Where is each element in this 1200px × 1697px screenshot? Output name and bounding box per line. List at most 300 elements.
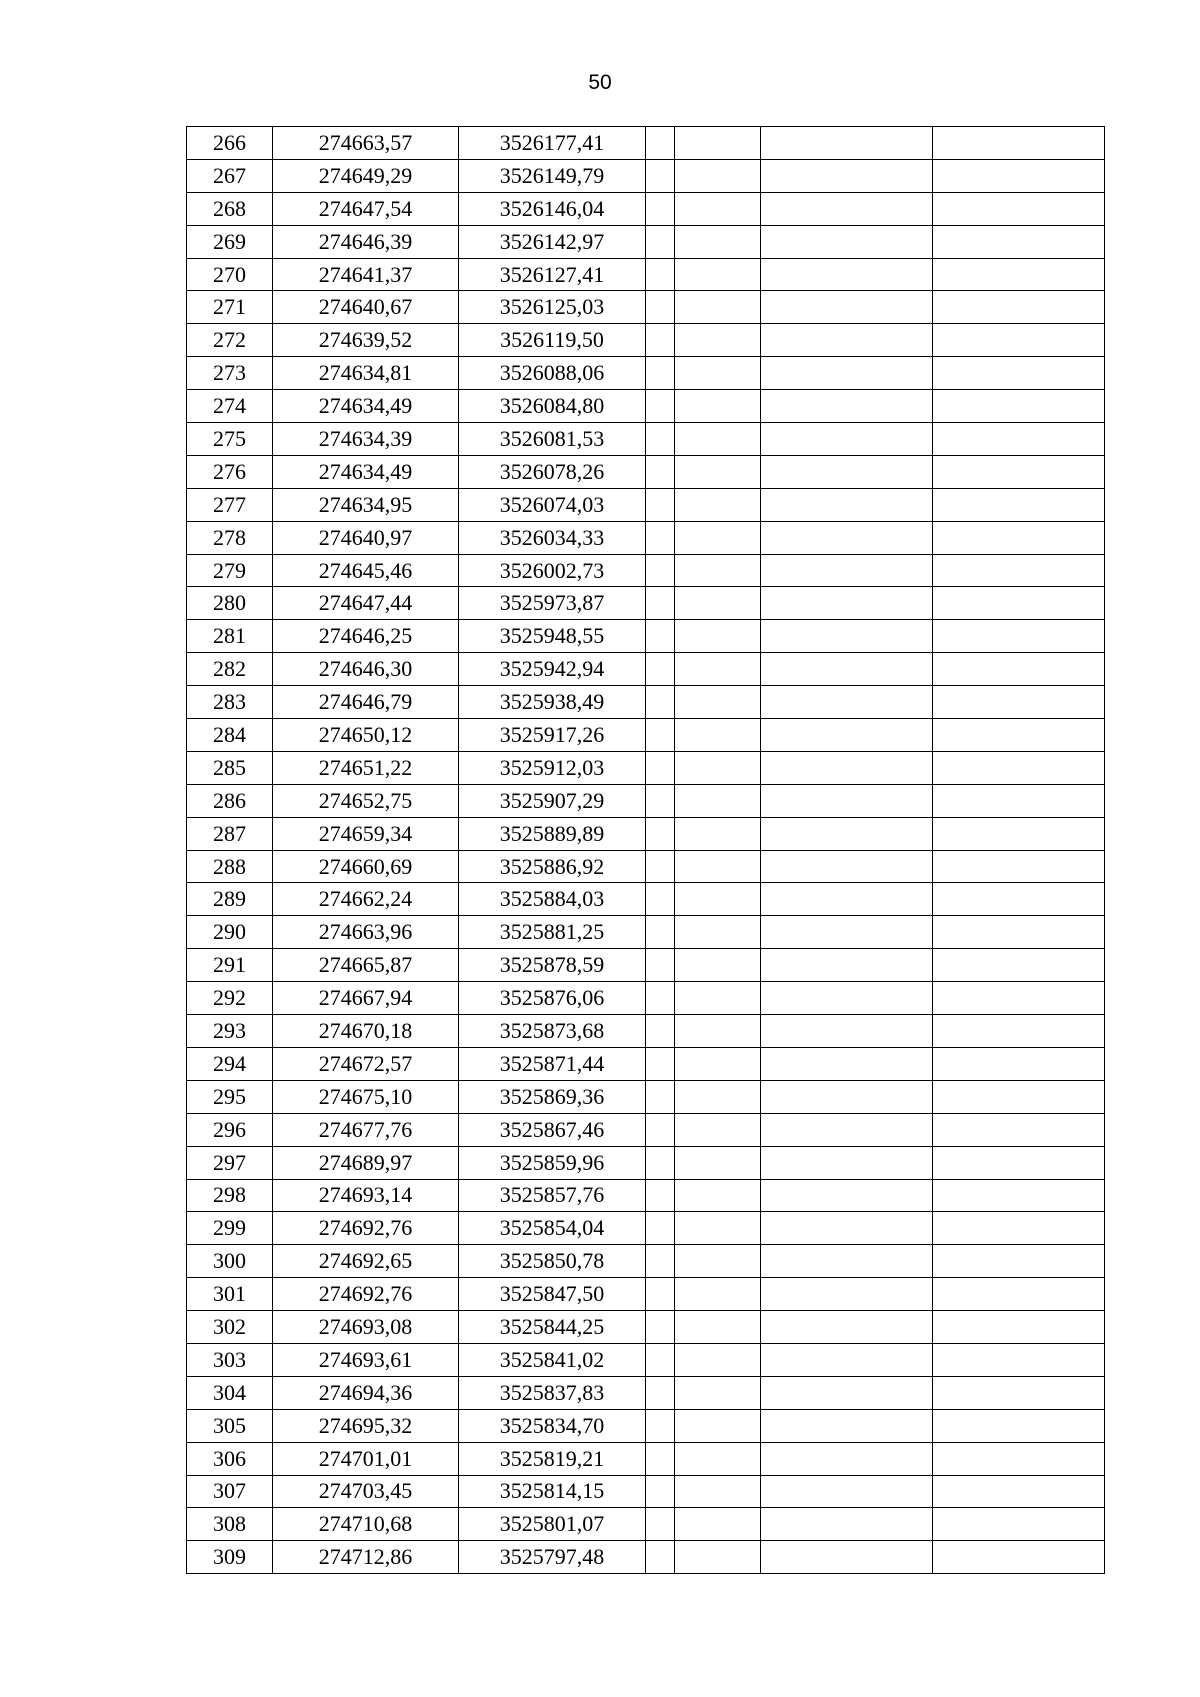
point-number-cell: 287 xyxy=(187,817,273,850)
empty-cell xyxy=(761,324,933,357)
empty-cell xyxy=(675,1080,761,1113)
y-coordinate-cell: 3526002,73 xyxy=(459,554,646,587)
empty-cell xyxy=(646,1179,675,1212)
y-coordinate-cell: 3525889,89 xyxy=(459,817,646,850)
empty-cell xyxy=(933,620,1105,653)
empty-cell xyxy=(933,1541,1105,1574)
x-coordinate-cell: 274677,76 xyxy=(273,1113,459,1146)
point-number-cell: 291 xyxy=(187,949,273,982)
point-number-cell: 273 xyxy=(187,357,273,390)
table-row xyxy=(187,949,1105,982)
table-row xyxy=(187,1080,1105,1113)
empty-cell xyxy=(646,719,675,752)
empty-cell xyxy=(675,653,761,686)
x-coordinate-cell: 274634,49 xyxy=(273,390,459,423)
empty-cell xyxy=(646,784,675,817)
empty-cell xyxy=(675,751,761,784)
point-number-cell: 300 xyxy=(187,1245,273,1278)
y-coordinate-cell: 3525873,68 xyxy=(459,1015,646,1048)
empty-cell xyxy=(761,719,933,752)
x-coordinate-cell: 274645,46 xyxy=(273,554,459,587)
coordinates-table-body xyxy=(187,127,1105,1574)
empty-cell xyxy=(675,1508,761,1541)
empty-cell xyxy=(761,521,933,554)
table-row xyxy=(187,1343,1105,1376)
table-row xyxy=(187,258,1105,291)
empty-cell xyxy=(933,1146,1105,1179)
empty-cell xyxy=(675,1475,761,1508)
x-coordinate-cell: 274693,08 xyxy=(273,1311,459,1344)
empty-cell xyxy=(675,686,761,719)
empty-cell xyxy=(933,488,1105,521)
x-coordinate-cell: 274647,54 xyxy=(273,192,459,225)
empty-cell xyxy=(761,883,933,916)
empty-cell xyxy=(646,258,675,291)
empty-cell xyxy=(646,488,675,521)
y-coordinate-cell: 3525878,59 xyxy=(459,949,646,982)
empty-cell xyxy=(933,1343,1105,1376)
empty-cell xyxy=(761,982,933,1015)
empty-cell xyxy=(933,521,1105,554)
x-coordinate-cell: 274694,36 xyxy=(273,1376,459,1409)
empty-cell xyxy=(675,1015,761,1048)
x-coordinate-cell: 274675,10 xyxy=(273,1080,459,1113)
empty-cell xyxy=(646,817,675,850)
table-row xyxy=(187,620,1105,653)
point-number-cell: 306 xyxy=(187,1442,273,1475)
empty-cell xyxy=(675,949,761,982)
x-coordinate-cell: 274634,81 xyxy=(273,357,459,390)
empty-cell xyxy=(933,554,1105,587)
point-number-cell: 307 xyxy=(187,1475,273,1508)
empty-cell xyxy=(933,686,1105,719)
x-coordinate-cell: 274672,57 xyxy=(273,1047,459,1080)
empty-cell xyxy=(646,357,675,390)
empty-cell xyxy=(761,1343,933,1376)
empty-cell xyxy=(646,686,675,719)
table-row xyxy=(187,1113,1105,1146)
empty-cell xyxy=(933,883,1105,916)
y-coordinate-cell: 3526088,06 xyxy=(459,357,646,390)
empty-cell xyxy=(933,653,1105,686)
empty-cell xyxy=(933,324,1105,357)
y-coordinate-cell: 3525973,87 xyxy=(459,587,646,620)
y-coordinate-cell: 3526034,33 xyxy=(459,521,646,554)
empty-cell xyxy=(761,127,933,160)
empty-cell xyxy=(761,1047,933,1080)
table-row xyxy=(187,916,1105,949)
x-coordinate-cell: 274665,87 xyxy=(273,949,459,982)
point-number-cell: 285 xyxy=(187,751,273,784)
empty-cell xyxy=(933,916,1105,949)
point-number-cell: 298 xyxy=(187,1179,273,1212)
empty-cell xyxy=(761,784,933,817)
empty-cell xyxy=(675,1179,761,1212)
table-row xyxy=(187,455,1105,488)
empty-cell xyxy=(675,357,761,390)
point-number-cell: 301 xyxy=(187,1278,273,1311)
empty-cell xyxy=(761,817,933,850)
table-row xyxy=(187,1179,1105,1212)
table-row xyxy=(187,784,1105,817)
x-coordinate-cell: 274640,67 xyxy=(273,291,459,324)
empty-cell xyxy=(675,225,761,258)
y-coordinate-cell: 3525837,83 xyxy=(459,1376,646,1409)
table-row xyxy=(187,521,1105,554)
empty-cell xyxy=(933,1278,1105,1311)
empty-cell xyxy=(646,1343,675,1376)
y-coordinate-cell: 3526146,04 xyxy=(459,192,646,225)
empty-cell xyxy=(675,1113,761,1146)
x-coordinate-cell: 274639,52 xyxy=(273,324,459,357)
empty-cell xyxy=(675,982,761,1015)
empty-cell xyxy=(761,1015,933,1048)
table-row xyxy=(187,653,1105,686)
empty-cell xyxy=(761,916,933,949)
empty-cell xyxy=(646,1113,675,1146)
point-number-cell: 297 xyxy=(187,1146,273,1179)
x-coordinate-cell: 274634,95 xyxy=(273,488,459,521)
empty-cell xyxy=(933,1212,1105,1245)
empty-cell xyxy=(675,1245,761,1278)
empty-cell xyxy=(646,225,675,258)
empty-cell xyxy=(933,982,1105,1015)
x-coordinate-cell: 274646,39 xyxy=(273,225,459,258)
y-coordinate-cell: 3526149,79 xyxy=(459,159,646,192)
y-coordinate-cell: 3525912,03 xyxy=(459,751,646,784)
empty-cell xyxy=(675,916,761,949)
table-row xyxy=(187,1047,1105,1080)
empty-cell xyxy=(646,521,675,554)
point-number-cell: 296 xyxy=(187,1113,273,1146)
y-coordinate-cell: 3526084,80 xyxy=(459,390,646,423)
y-coordinate-cell: 3525801,07 xyxy=(459,1508,646,1541)
y-coordinate-cell: 3525942,94 xyxy=(459,653,646,686)
y-coordinate-cell: 3525869,36 xyxy=(459,1080,646,1113)
x-coordinate-cell: 274703,45 xyxy=(273,1475,459,1508)
empty-cell xyxy=(646,850,675,883)
x-coordinate-cell: 274701,01 xyxy=(273,1442,459,1475)
empty-cell xyxy=(646,455,675,488)
empty-cell xyxy=(646,1080,675,1113)
empty-cell xyxy=(761,1541,933,1574)
x-coordinate-cell: 274634,49 xyxy=(273,455,459,488)
x-coordinate-cell: 274647,44 xyxy=(273,587,459,620)
table-row xyxy=(187,982,1105,1015)
empty-cell xyxy=(761,751,933,784)
empty-cell xyxy=(761,1245,933,1278)
table-row xyxy=(187,1376,1105,1409)
empty-cell xyxy=(646,587,675,620)
table-row xyxy=(187,587,1105,620)
empty-cell xyxy=(761,1508,933,1541)
empty-cell xyxy=(933,784,1105,817)
empty-cell xyxy=(675,1343,761,1376)
table-row xyxy=(187,817,1105,850)
point-number-cell: 275 xyxy=(187,423,273,456)
empty-cell xyxy=(646,390,675,423)
table-row xyxy=(187,225,1105,258)
point-number-cell: 302 xyxy=(187,1311,273,1344)
empty-cell xyxy=(675,554,761,587)
empty-cell xyxy=(933,1245,1105,1278)
empty-cell xyxy=(761,554,933,587)
point-number-cell: 305 xyxy=(187,1409,273,1442)
y-coordinate-cell: 3525814,15 xyxy=(459,1475,646,1508)
y-coordinate-cell: 3525857,76 xyxy=(459,1179,646,1212)
empty-cell xyxy=(675,587,761,620)
empty-cell xyxy=(646,1245,675,1278)
empty-cell xyxy=(761,225,933,258)
y-coordinate-cell: 3526125,03 xyxy=(459,291,646,324)
table-row xyxy=(187,488,1105,521)
y-coordinate-cell: 3525871,44 xyxy=(459,1047,646,1080)
empty-cell xyxy=(761,1212,933,1245)
table-row xyxy=(187,1409,1105,1442)
table-row xyxy=(187,159,1105,192)
y-coordinate-cell: 3525841,02 xyxy=(459,1343,646,1376)
y-coordinate-cell: 3526127,41 xyxy=(459,258,646,291)
empty-cell xyxy=(761,488,933,521)
empty-cell xyxy=(646,751,675,784)
x-coordinate-cell: 274641,37 xyxy=(273,258,459,291)
empty-cell xyxy=(646,423,675,456)
y-coordinate-cell: 3525881,25 xyxy=(459,916,646,949)
point-number-cell: 308 xyxy=(187,1508,273,1541)
empty-cell xyxy=(646,291,675,324)
empty-cell xyxy=(646,324,675,357)
empty-cell xyxy=(761,686,933,719)
x-coordinate-cell: 274646,30 xyxy=(273,653,459,686)
empty-cell xyxy=(646,1146,675,1179)
empty-cell xyxy=(646,1212,675,1245)
x-coordinate-cell: 274646,25 xyxy=(273,620,459,653)
empty-cell xyxy=(933,1508,1105,1541)
empty-cell xyxy=(675,883,761,916)
empty-cell xyxy=(933,258,1105,291)
empty-cell xyxy=(761,587,933,620)
empty-cell xyxy=(933,1113,1105,1146)
empty-cell xyxy=(646,653,675,686)
point-number-cell: 267 xyxy=(187,159,273,192)
empty-cell xyxy=(933,127,1105,160)
empty-cell xyxy=(675,455,761,488)
empty-cell xyxy=(933,1080,1105,1113)
point-number-cell: 270 xyxy=(187,258,273,291)
empty-cell xyxy=(675,488,761,521)
point-number-cell: 282 xyxy=(187,653,273,686)
empty-cell xyxy=(675,423,761,456)
point-number-cell: 309 xyxy=(187,1541,273,1574)
empty-cell xyxy=(646,1376,675,1409)
x-coordinate-cell: 274663,57 xyxy=(273,127,459,160)
empty-cell xyxy=(761,1409,933,1442)
empty-cell xyxy=(646,1508,675,1541)
empty-cell xyxy=(646,1442,675,1475)
point-number-cell: 266 xyxy=(187,127,273,160)
empty-cell xyxy=(761,1311,933,1344)
empty-cell xyxy=(675,1212,761,1245)
empty-cell xyxy=(675,258,761,291)
empty-cell xyxy=(761,1376,933,1409)
y-coordinate-cell: 3526177,41 xyxy=(459,127,646,160)
point-number-cell: 278 xyxy=(187,521,273,554)
x-coordinate-cell: 274692,76 xyxy=(273,1212,459,1245)
table-row xyxy=(187,850,1105,883)
x-coordinate-cell: 274693,14 xyxy=(273,1179,459,1212)
empty-cell xyxy=(761,357,933,390)
point-number-cell: 269 xyxy=(187,225,273,258)
empty-cell xyxy=(933,1376,1105,1409)
empty-cell xyxy=(761,1442,933,1475)
y-coordinate-cell: 3525797,48 xyxy=(459,1541,646,1574)
empty-cell xyxy=(646,1409,675,1442)
empty-cell xyxy=(675,1442,761,1475)
empty-cell xyxy=(761,455,933,488)
table-row xyxy=(187,751,1105,784)
empty-cell xyxy=(933,719,1105,752)
table-row xyxy=(187,127,1105,160)
y-coordinate-cell: 3525876,06 xyxy=(459,982,646,1015)
empty-cell xyxy=(675,390,761,423)
empty-cell xyxy=(933,1047,1105,1080)
x-coordinate-cell: 274649,29 xyxy=(273,159,459,192)
empty-cell xyxy=(761,1113,933,1146)
empty-cell xyxy=(646,1278,675,1311)
empty-cell xyxy=(761,423,933,456)
table-row xyxy=(187,883,1105,916)
x-coordinate-cell: 274634,39 xyxy=(273,423,459,456)
point-number-cell: 293 xyxy=(187,1015,273,1048)
empty-cell xyxy=(675,1146,761,1179)
y-coordinate-cell: 3525850,78 xyxy=(459,1245,646,1278)
x-coordinate-cell: 274670,18 xyxy=(273,1015,459,1048)
x-coordinate-cell: 274693,61 xyxy=(273,1343,459,1376)
x-coordinate-cell: 274710,68 xyxy=(273,1508,459,1541)
empty-cell xyxy=(761,159,933,192)
empty-cell xyxy=(933,225,1105,258)
empty-cell xyxy=(761,258,933,291)
y-coordinate-cell: 3525917,26 xyxy=(459,719,646,752)
table-row xyxy=(187,1508,1105,1541)
x-coordinate-cell: 274692,76 xyxy=(273,1278,459,1311)
x-coordinate-cell: 274662,24 xyxy=(273,883,459,916)
empty-cell xyxy=(761,390,933,423)
y-coordinate-cell: 3526078,26 xyxy=(459,455,646,488)
empty-cell xyxy=(933,1442,1105,1475)
table-row xyxy=(187,1245,1105,1278)
empty-cell xyxy=(646,620,675,653)
empty-cell xyxy=(646,949,675,982)
table-row xyxy=(187,390,1105,423)
point-number-cell: 279 xyxy=(187,554,273,587)
y-coordinate-cell: 3525938,49 xyxy=(459,686,646,719)
empty-cell xyxy=(933,817,1105,850)
empty-cell xyxy=(675,620,761,653)
x-coordinate-cell: 274692,65 xyxy=(273,1245,459,1278)
y-coordinate-cell: 3525884,03 xyxy=(459,883,646,916)
x-coordinate-cell: 274663,96 xyxy=(273,916,459,949)
table-row xyxy=(187,719,1105,752)
x-coordinate-cell: 274712,86 xyxy=(273,1541,459,1574)
point-number-cell: 277 xyxy=(187,488,273,521)
empty-cell xyxy=(675,159,761,192)
empty-cell xyxy=(933,159,1105,192)
y-coordinate-cell: 3525819,21 xyxy=(459,1442,646,1475)
empty-cell xyxy=(933,192,1105,225)
table-row xyxy=(187,1278,1105,1311)
table-row xyxy=(187,291,1105,324)
point-number-cell: 292 xyxy=(187,982,273,1015)
y-coordinate-cell: 3525867,46 xyxy=(459,1113,646,1146)
table-row xyxy=(187,1146,1105,1179)
x-coordinate-cell: 274667,94 xyxy=(273,982,459,1015)
y-coordinate-cell: 3525886,92 xyxy=(459,850,646,883)
y-coordinate-cell: 3525834,70 xyxy=(459,1409,646,1442)
table-row xyxy=(187,554,1105,587)
empty-cell xyxy=(675,521,761,554)
y-coordinate-cell: 3525907,29 xyxy=(459,784,646,817)
empty-cell xyxy=(675,291,761,324)
x-coordinate-cell: 274659,34 xyxy=(273,817,459,850)
point-number-cell: 271 xyxy=(187,291,273,324)
y-coordinate-cell: 3525859,96 xyxy=(459,1146,646,1179)
table-row xyxy=(187,1541,1105,1574)
empty-cell xyxy=(933,423,1105,456)
empty-cell xyxy=(675,1047,761,1080)
x-coordinate-cell: 274660,69 xyxy=(273,850,459,883)
point-number-cell: 299 xyxy=(187,1212,273,1245)
empty-cell xyxy=(761,1475,933,1508)
empty-cell xyxy=(933,291,1105,324)
empty-cell xyxy=(675,1311,761,1344)
point-number-cell: 303 xyxy=(187,1343,273,1376)
point-number-cell: 274 xyxy=(187,390,273,423)
empty-cell xyxy=(933,455,1105,488)
empty-cell xyxy=(646,916,675,949)
empty-cell xyxy=(933,1179,1105,1212)
empty-cell xyxy=(761,1080,933,1113)
point-number-cell: 295 xyxy=(187,1080,273,1113)
empty-cell xyxy=(675,1409,761,1442)
empty-cell xyxy=(675,324,761,357)
point-number-cell: 281 xyxy=(187,620,273,653)
point-number-cell: 283 xyxy=(187,686,273,719)
empty-cell xyxy=(933,751,1105,784)
empty-cell xyxy=(761,653,933,686)
empty-cell xyxy=(761,1179,933,1212)
empty-cell xyxy=(646,1047,675,1080)
empty-cell xyxy=(761,291,933,324)
y-coordinate-cell: 3525847,50 xyxy=(459,1278,646,1311)
x-coordinate-cell: 274650,12 xyxy=(273,719,459,752)
empty-cell xyxy=(933,587,1105,620)
table-row xyxy=(187,1212,1105,1245)
empty-cell xyxy=(933,1015,1105,1048)
point-number-cell: 286 xyxy=(187,784,273,817)
empty-cell xyxy=(675,192,761,225)
y-coordinate-cell: 3525854,04 xyxy=(459,1212,646,1245)
empty-cell xyxy=(761,850,933,883)
table-row xyxy=(187,192,1105,225)
point-number-cell: 290 xyxy=(187,916,273,949)
table-row xyxy=(187,324,1105,357)
empty-cell xyxy=(761,1146,933,1179)
coordinates-table xyxy=(186,126,1105,1574)
point-number-cell: 288 xyxy=(187,850,273,883)
point-number-cell: 284 xyxy=(187,719,273,752)
empty-cell xyxy=(933,1311,1105,1344)
